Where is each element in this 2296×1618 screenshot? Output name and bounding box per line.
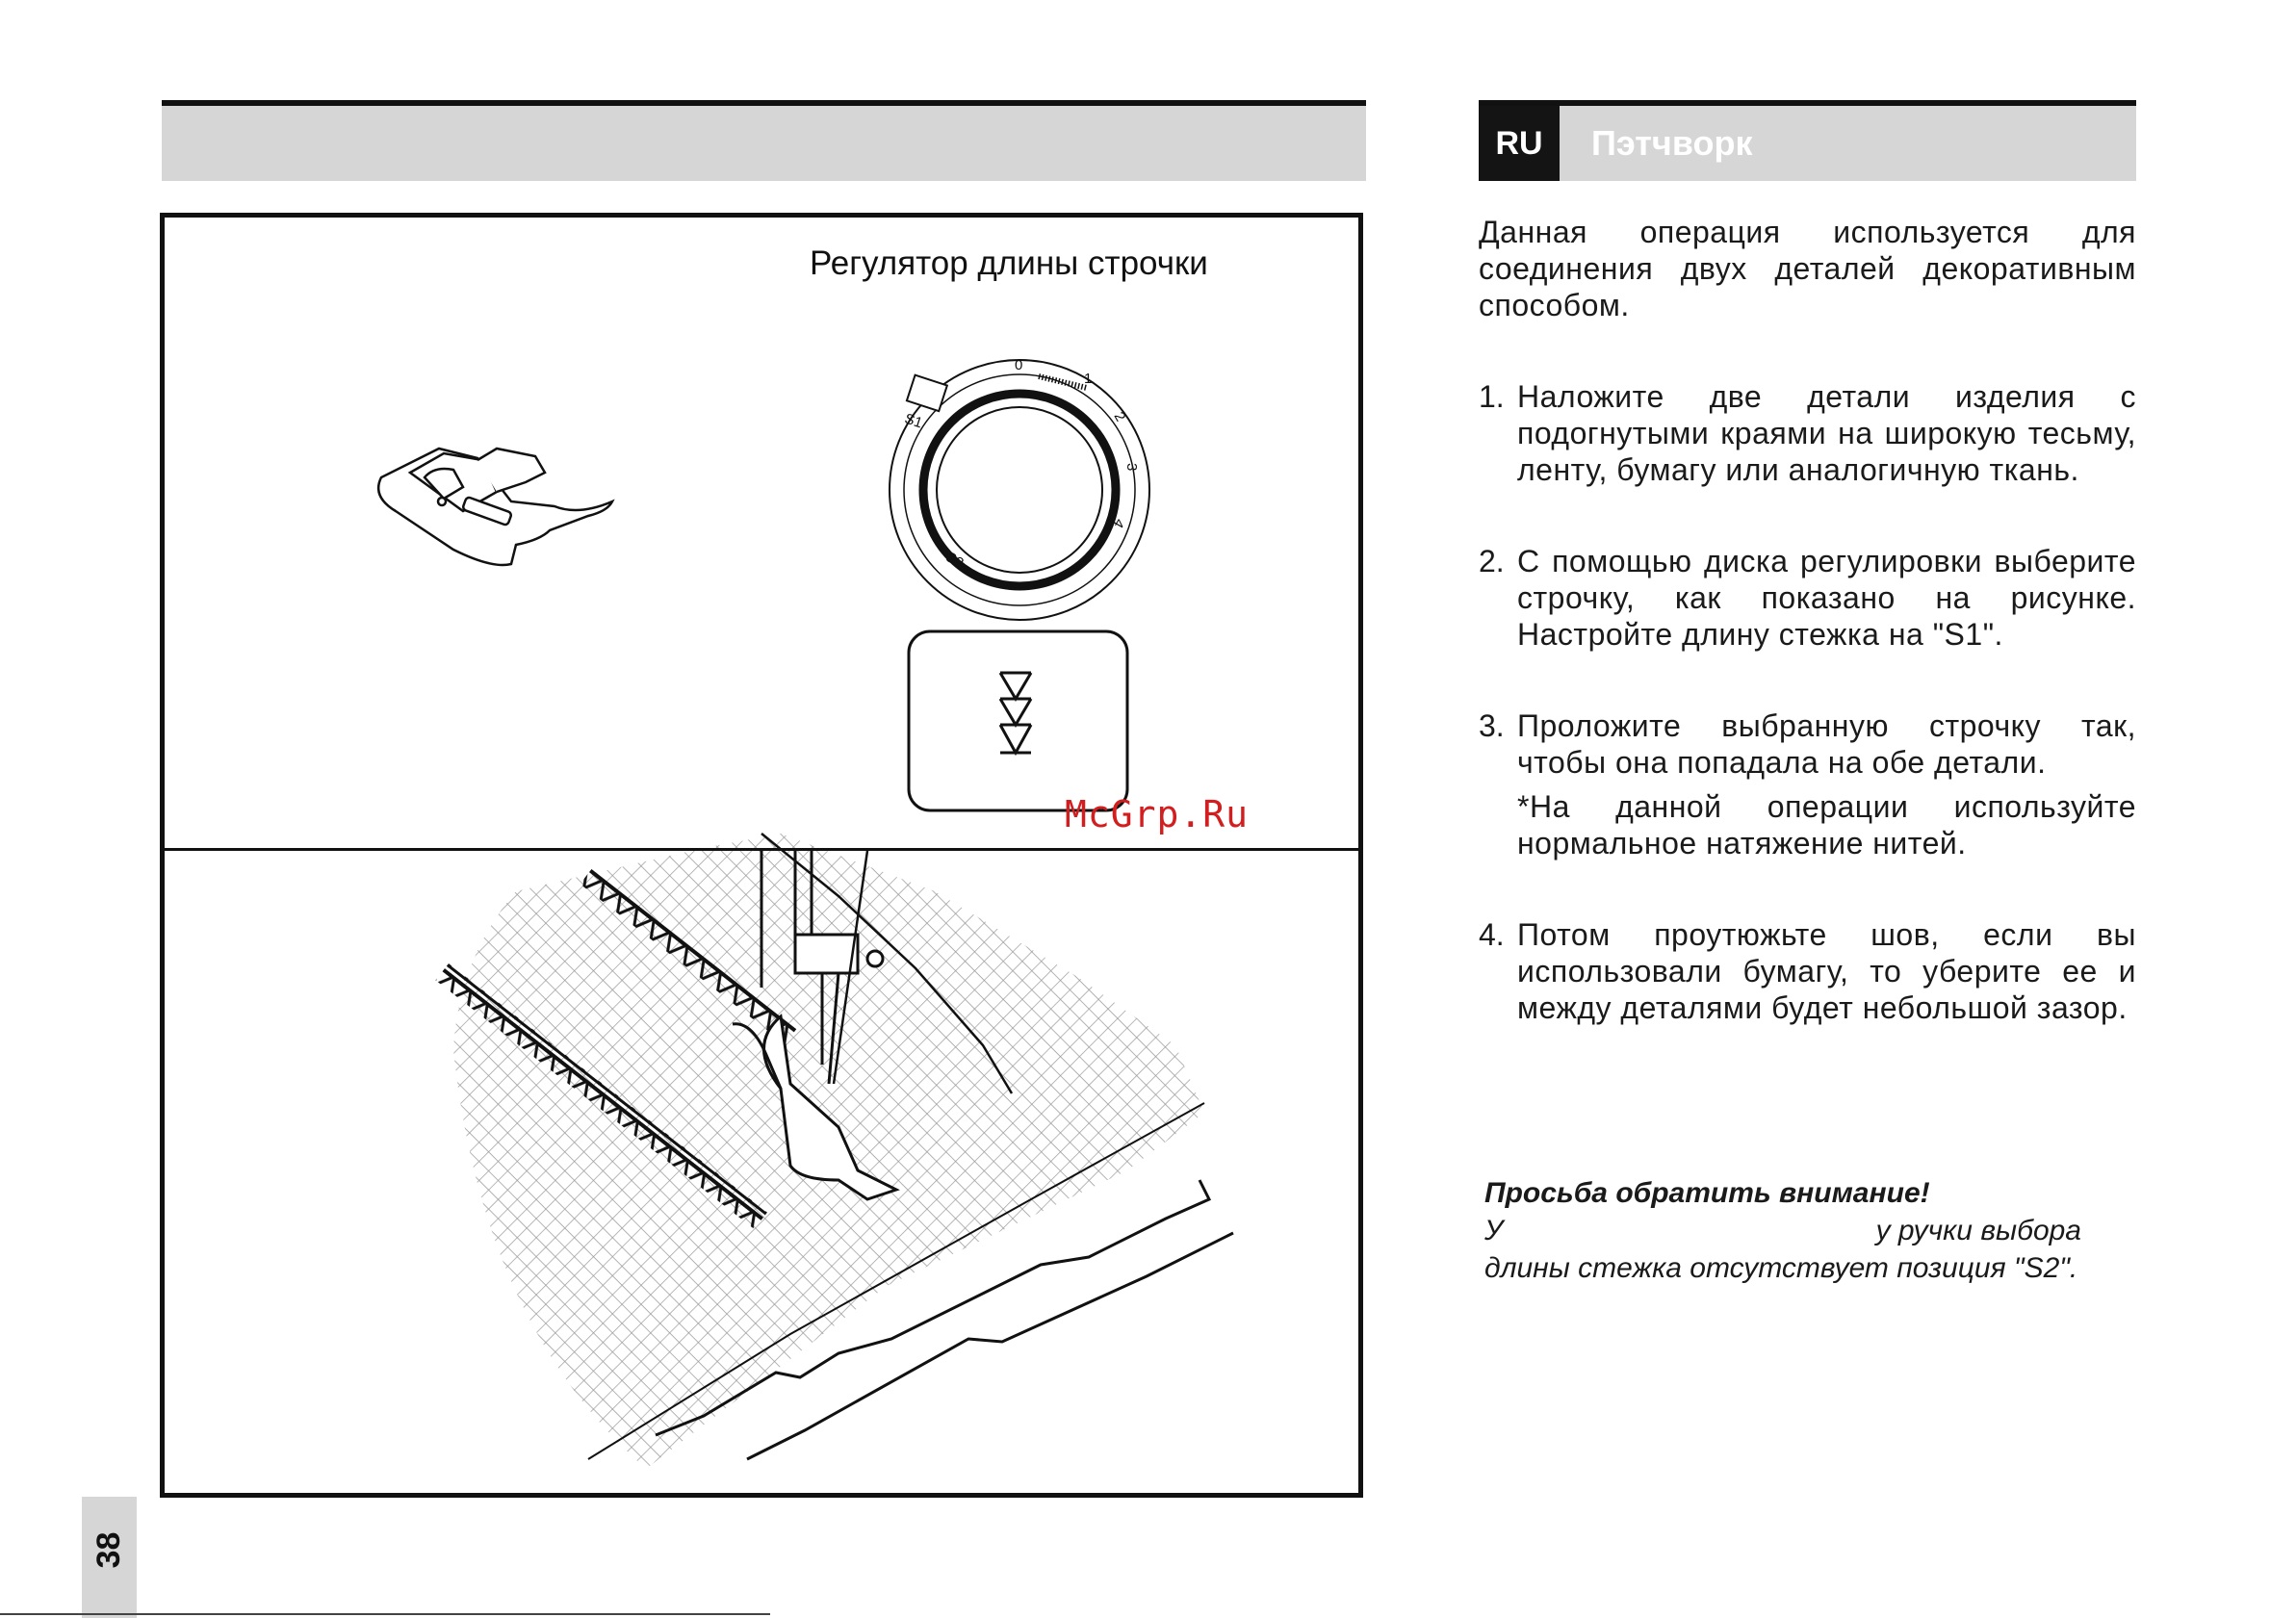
step-text: Наложите две детали изделия с подогнутыми краями на широкую тесьму, ленту, бумагу или аналогичную ткань.: [1517, 379, 2136, 487]
stitch-pattern-icon: [909, 631, 1127, 810]
step-text: С помощью диска регулировки выберите строчку, как показано на рисунке. Настройте длину стежка на "S1".: [1517, 544, 2136, 652]
step-number: 1.: [1479, 379, 1505, 414]
step-number: 3.: [1479, 708, 1505, 743]
dial-label-s1: S1: [902, 410, 925, 432]
step-1: [1479, 378, 2136, 488]
left-header-bar: [162, 100, 1366, 181]
step-text: Потом проутюжьте шов, если вы использовали бумагу, то уберите ее и между деталями будет небольшой зазор.: [1517, 917, 2136, 1025]
dial-caption: Регулятор длины строчки: [810, 244, 1208, 282]
step-2: [1479, 543, 2136, 653]
step-4: [1479, 916, 2136, 1026]
note-mark: *: [1517, 789, 1530, 824]
watermark: McGrp.Ru: [1065, 793, 1250, 835]
step-3: [1479, 707, 2136, 781]
attention-line-1-end: у ручки выбора: [1875, 1215, 2081, 1246]
dial-label-2: 2: [1110, 409, 1129, 424]
bottom-rule: [0, 1613, 770, 1615]
language-badge: RU: [1479, 106, 1560, 181]
section-title: Пэтчворк: [1591, 123, 1753, 163]
illustration-frame: [160, 213, 1363, 1498]
attention-line-1: [1484, 1212, 2081, 1249]
illustration: [165, 218, 1358, 1493]
dial-label-4: 4: [1109, 515, 1128, 531]
dial-label-3: 3: [1123, 463, 1140, 472]
step-number: 4.: [1479, 917, 1505, 952]
attention-line-2: длины стежка отсутствует позиция "S2".: [1484, 1252, 2078, 1284]
figure-divider: [165, 848, 1358, 851]
dial-label-s2: S2: [942, 549, 967, 572]
intro-paragraph: Данная операция используется для соединения двух деталей декоративным способом.: [1479, 215, 2136, 322]
step-text: Проложите выбранную строчку так, чтобы она попадала на обе детали.: [1517, 708, 2136, 780]
stitch-length-dial-icon: [890, 360, 1149, 620]
note-text: На данной операции используйте нормальное натяжение нитей.: [1517, 789, 2136, 860]
patchwork-sewing-scene: [435, 834, 1233, 1469]
dial-label-0: 0: [1015, 357, 1023, 373]
page-number-tab: [82, 1497, 137, 1618]
step-3-note: [1517, 788, 2136, 861]
section-header: [1479, 100, 2136, 181]
dial-label-1: 1: [1084, 371, 1093, 387]
attention-note: [1484, 1174, 2139, 1287]
step-number: 2.: [1479, 544, 1505, 578]
page-number: 38: [90, 1531, 127, 1569]
attention-title: Просьба обратить внимание!: [1484, 1177, 1930, 1209]
attention-line-1-start: У: [1484, 1215, 1504, 1246]
presser-foot-icon: [378, 449, 612, 565]
instructions: [1479, 214, 2136, 1026]
